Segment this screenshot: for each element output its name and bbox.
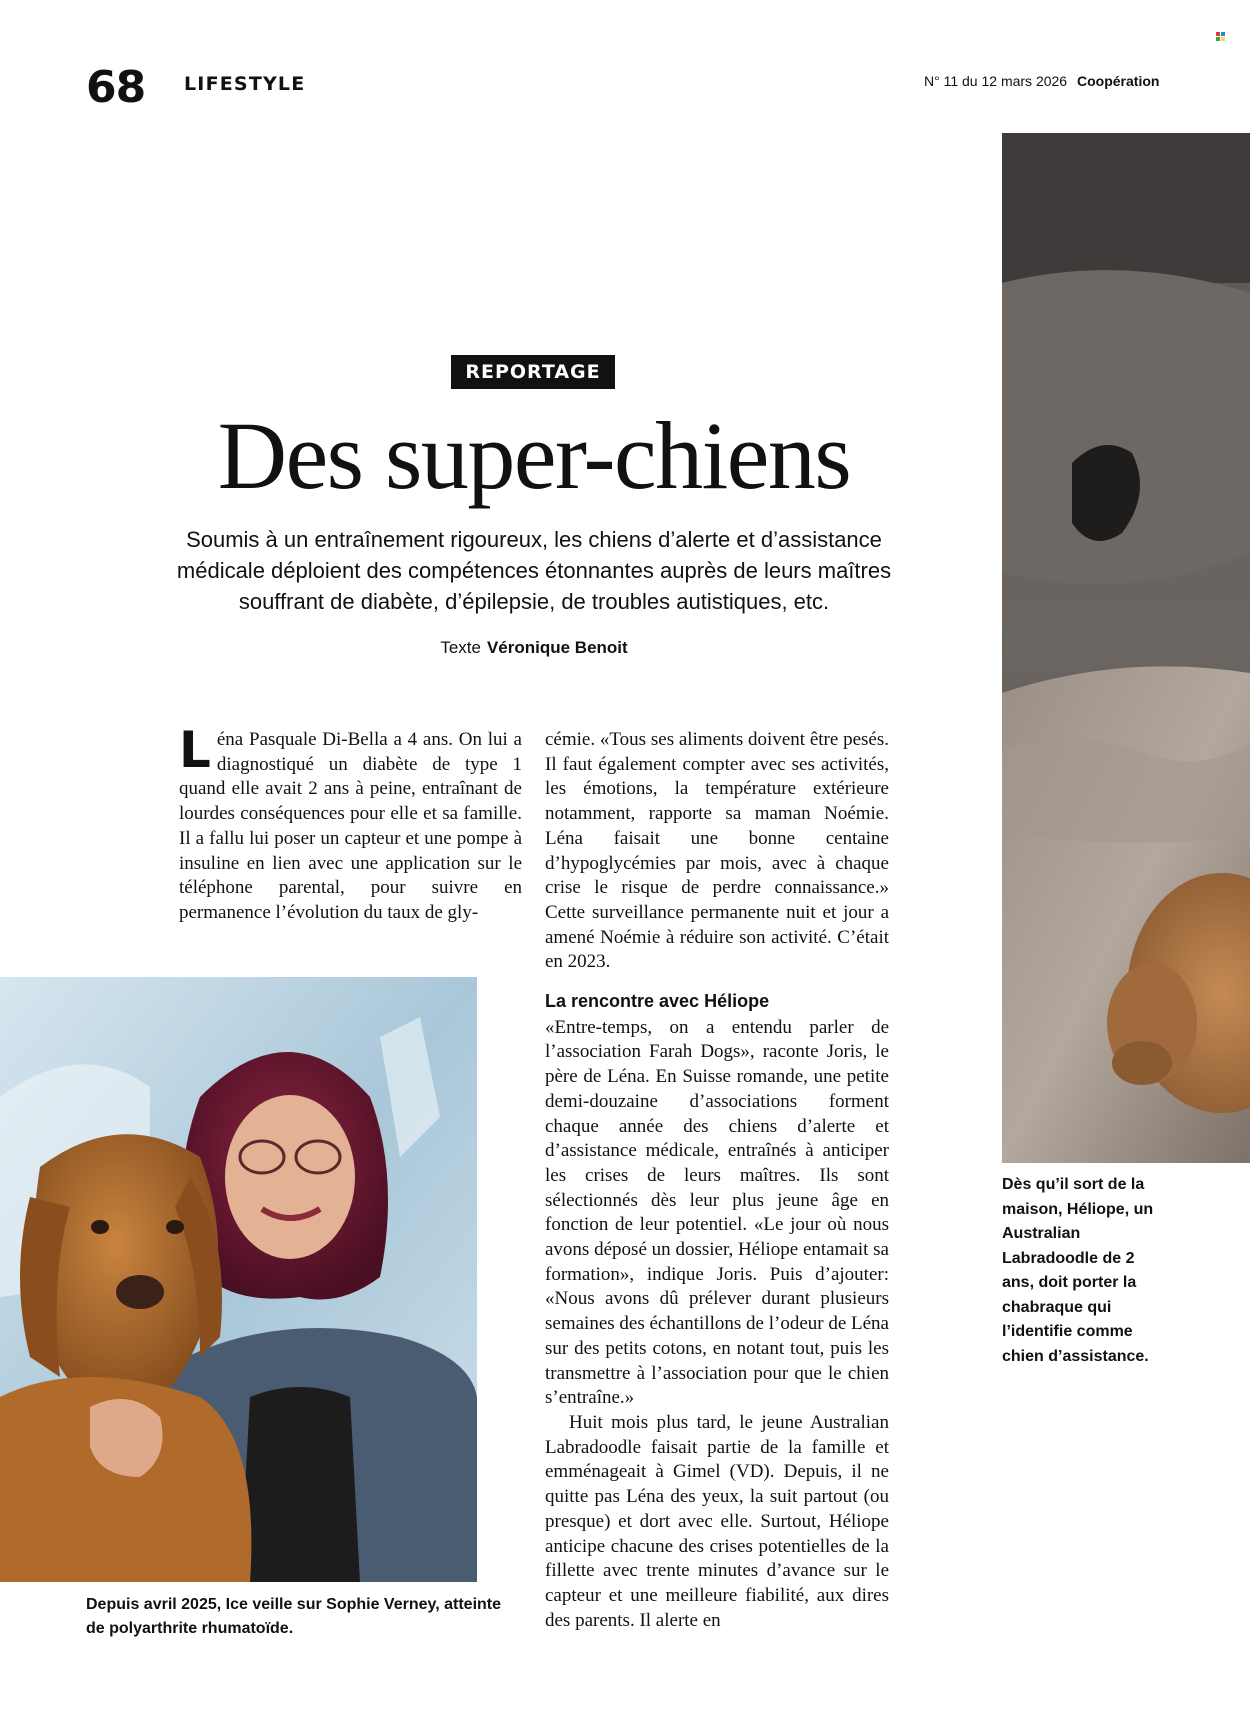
kicker-label: REPORTAGE [451, 355, 615, 389]
color-registration-mark [1216, 32, 1225, 41]
drop-cap: L [179, 721, 211, 779]
article-column-2 [545, 728, 889, 1633]
issue-info: N° 11 du 12 mars 2026 [924, 73, 1068, 89]
photo-caption-left: Depuis avril 2025, Ice veille sur Sophie Verney, atteinte de polyarthrite rhumatoïde. [86, 1596, 502, 1637]
section-label: LIFESTYLE [184, 73, 306, 95]
publication-name: Coopération [1077, 73, 1160, 89]
byline-author: Véronique Benoit [486, 638, 628, 657]
paragraph: cémie. «Tous ses aliments doivent être pesés. Il faut également compter avec ses activités, les émotions, la température extérieure notamment, rapporte sa maman Noémie. Léna faisait une bonne centaine d’hypoglycémies par mois, avec à chaque crise le risque de perdre connaissance.» Cette surveillance permanente nuit et jour a amené Noémie à réduire son activité. C’était en 2023. [545, 729, 889, 973]
photo-woman-with-dog [0, 977, 477, 1582]
paragraph: Huit mois plus tard, le jeune Australian Labradoodle faisait partie de la famille et emménageait à Gimel (VD). Depuis, il ne quitte pas Léna des yeux, la suit partout (ou presque) et dort avec elle. Surtout, Héliope anticipe chacune des crises potentielles de la fillette avec trente minutes d’avance sur le capteur et une meilleure fiabilité, aux dires des parents. Il alerte en [545, 1411, 889, 1631]
byline [0, 638, 1068, 658]
subheading: La rencontre avec Héliope [545, 991, 770, 1012]
paragraph: «Entre-temps, on a entendu parler de l’association Farah Dogs», raconte Joris, le père de Léna. En Suisse romande, une petite demi-douzaine d’associations forment chaque année des chiens d’alerte et d’assistance médicale, entraînés à anticiper les crises de leurs maîtres. Ils sont sélectionnés dès leur plus jeune âge en fonction de leur potentiel. «Le jour où nous avons déposé un dossier, Héliope entamait sa formation», indique Joris. Puis d’ajouter: «Nous avons dû prélever durant plusieurs semaines des échantillons de l’odeur de Léna sur des petits cotons, en notant tout, puis les transmettre à l’association pour que le chien s’entraîne.» [545, 1016, 889, 1409]
byline-label: Texte [440, 638, 481, 657]
page-number: 68 [86, 62, 146, 113]
article-lede: Soumis à un entraînement rigoureux, les chiens d’alerte et d’assistance médicale déploient des compétences étonnantes auprès de leurs maîtres souffrant de diabète, d’épilepsie, de troubles autistiques, etc. [176, 527, 892, 614]
photo-caption-right: Dès qu’il sort de la maison, Héliope, un Australian Labradoodle de 2 ans, doit porter la chabraque qui l’identifie comme chien d’assistance. [1002, 1176, 1154, 1365]
article-title: Des super-chiens [217, 402, 851, 509]
article-column-1 [179, 721, 522, 926]
column-1-text: éna Pasquale Di-Bella a 4 ans. On lui a diagnostiqué un diabète de type 1 quand elle avait 2 ans à peine, entraînant de lourdes conséquences pour elle et sa famille. Il a fallu lui poser un capteur et une pompe à insuline en lien avec une application sur le téléphone parental, pour suivre en permanence l’évolution du taux de gly- [179, 729, 522, 923]
